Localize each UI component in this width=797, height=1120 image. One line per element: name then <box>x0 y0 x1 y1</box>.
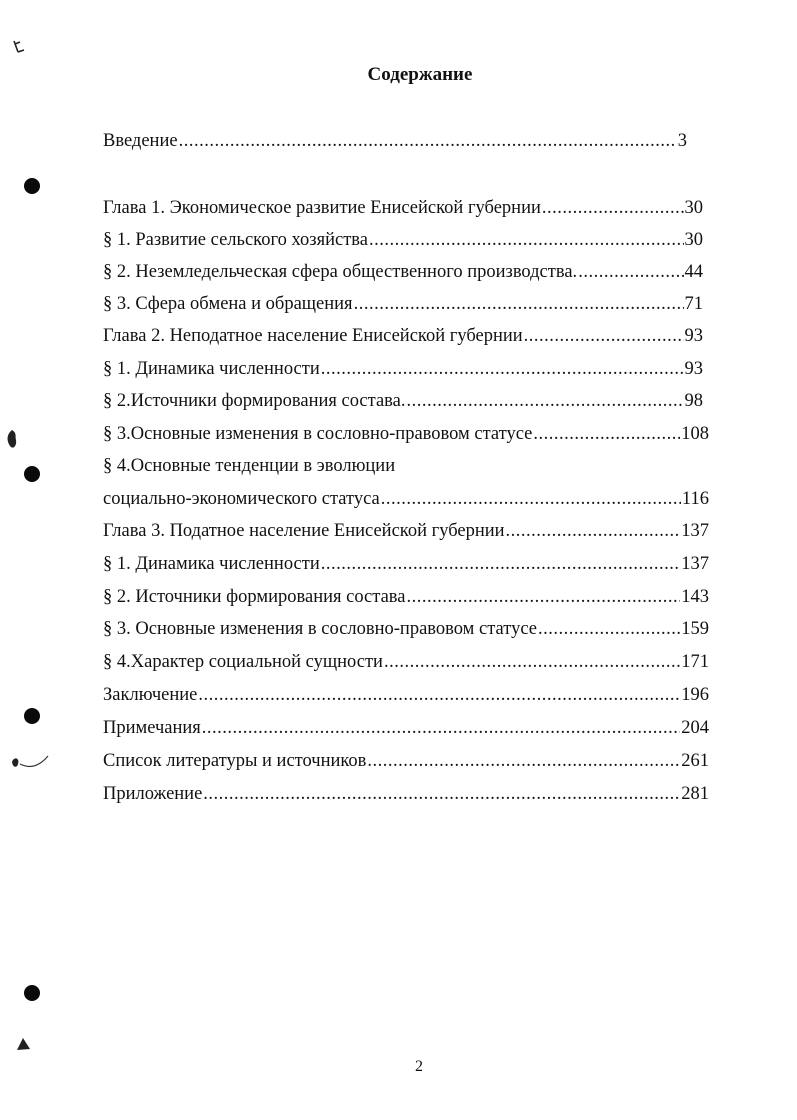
toc-page-number: 3 <box>677 131 687 151</box>
leader-dots <box>321 553 681 575</box>
toc-entry <box>103 423 709 445</box>
toc-entry <box>103 261 703 283</box>
leader-dots <box>179 130 677 152</box>
toc-label: Заключение <box>103 685 198 705</box>
toc-entry <box>103 750 709 772</box>
toc-entry <box>103 455 703 477</box>
punch-hole <box>24 708 40 724</box>
toc-page-number: 159 <box>681 619 709 639</box>
toc-page-number: 281 <box>681 784 709 804</box>
leader-dots <box>367 750 680 772</box>
punch-hole <box>24 985 40 1001</box>
toc-label: Введение <box>103 131 178 151</box>
toc-entry <box>103 130 687 152</box>
scan-mark <box>14 1034 34 1054</box>
toc-entry <box>103 684 709 706</box>
toc-page-number: 204 <box>681 718 709 738</box>
leader-dots <box>578 261 683 283</box>
toc-label: Глава 1. Экономическое развитие Енисейской губернии <box>103 198 541 218</box>
toc-entry <box>103 293 703 315</box>
page-number: 2 <box>415 1058 423 1075</box>
leader-dots <box>202 717 680 739</box>
toc-entry <box>103 325 703 347</box>
toc-label: § 1. Динамика численности <box>103 359 320 379</box>
leader-dots <box>198 684 680 706</box>
toc-label: § 3. Основные изменения в сословно-правовом статусе <box>103 619 537 639</box>
toc-page-number: 116 <box>681 489 709 509</box>
toc-label: § 3.Основные изменения в сословно-правовом статусе <box>103 424 533 444</box>
leader-dots <box>203 783 680 805</box>
toc-label: § 2.Источники формирования состава. <box>103 391 406 411</box>
toc-page-number: 30 <box>684 198 703 218</box>
toc-label: Глава 3. Податное население Енисейской губернии <box>103 521 505 541</box>
leader-dots <box>321 358 684 380</box>
leader-dots <box>533 423 680 445</box>
leader-dots <box>542 197 684 219</box>
toc-page-number: 30 <box>684 230 703 250</box>
toc-page-number: 108 <box>681 424 709 444</box>
toc-entry <box>103 488 709 510</box>
toc-entry <box>103 651 709 673</box>
toc-label: Приложение <box>103 784 203 804</box>
leader-dots <box>407 586 681 608</box>
toc-page-number: 137 <box>681 554 709 574</box>
toc-entry <box>103 358 703 380</box>
toc-label: § 2. Неземледельческая сфера общественного производства. <box>103 262 578 282</box>
leader-dots <box>407 390 684 412</box>
toc-label: § 1. Динамика численности <box>103 554 320 574</box>
leader-dots <box>381 488 681 510</box>
toc-page-number: 171 <box>681 652 709 672</box>
leader-dots <box>524 325 684 347</box>
toc-page-number: 143 <box>681 587 709 607</box>
toc-entry <box>103 229 703 251</box>
toc-label: Глава 2. Неподатное население Енисейской губернии <box>103 326 523 346</box>
scan-mark <box>4 428 22 452</box>
leader-dots <box>538 618 680 640</box>
toc-label: § 1. Развитие сельского хозяйства <box>103 230 368 250</box>
toc-page-number: 196 <box>681 685 709 705</box>
toc-label: § 3. Сфера обмена и обращения <box>103 294 353 314</box>
scan-mark <box>8 38 28 56</box>
toc-entry <box>103 717 709 739</box>
toc-page-number: 98 <box>684 391 703 411</box>
punch-hole <box>24 178 40 194</box>
punch-hole <box>24 466 40 482</box>
toc-page-number: 93 <box>684 326 703 346</box>
toc-entry <box>103 520 709 542</box>
leader-dots <box>369 229 684 251</box>
toc-label: социально-экономического статуса <box>103 489 380 509</box>
leader-dots <box>506 520 681 542</box>
toc-entry <box>103 197 703 219</box>
scan-mark <box>8 752 52 776</box>
toc-entry <box>103 586 709 608</box>
leader-dots <box>384 651 680 673</box>
page-title: Содержание <box>367 64 473 85</box>
toc-label: § 2. Источники формирования состава <box>103 587 406 607</box>
toc-label: § 4.Характер социальной сущности <box>103 652 383 672</box>
toc-label: § 4.Основные тенденции в эволюции <box>103 456 396 476</box>
toc-label: Список литературы и источников <box>103 751 367 771</box>
toc-page-number: 93 <box>684 359 703 379</box>
toc-entry <box>103 618 709 640</box>
toc-label: Примечания <box>103 718 201 738</box>
toc-entry <box>103 390 703 412</box>
toc-page-number: 261 <box>681 751 709 771</box>
toc-page-number: 44 <box>684 262 703 282</box>
toc-page-number: 71 <box>684 294 703 314</box>
toc-entry <box>103 553 709 575</box>
toc-page-number: 137 <box>681 521 709 541</box>
leader-dots <box>354 293 684 315</box>
toc-entry <box>103 783 709 805</box>
